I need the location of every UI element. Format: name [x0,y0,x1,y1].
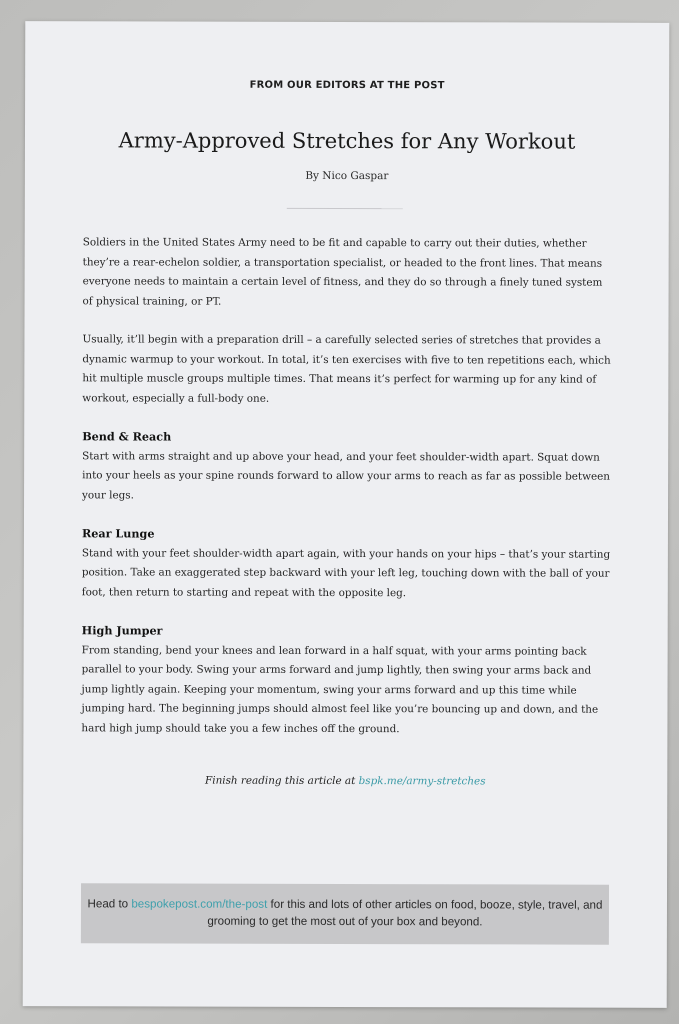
section-high-jumper [81,621,611,739]
section-bend-reach [82,427,612,506]
the-post-link[interactable]: bespokepost.com/the-post [131,897,268,911]
article-title: Army-Approved Stretches for Any Workout [118,128,576,154]
printed-card [23,21,670,1008]
divider-rule [287,208,403,209]
section-text: From standing, bend your knees and lean forward in a half squat, with your arms pointing back parallel to your body. Swing your arms forward and jump lightly, then swing your arms back and jump lightly again. Keeping your momentum, swing your arms forward and up this time while jumping hard. The beginning jumps should almost feel like you’re bouncing up and down, and the hard high jump should take you a few inches off the ground. [81,643,599,735]
section-heading: High Jumper [81,623,163,638]
section-rear-lunge [82,524,612,603]
intro-paragraph-1: Soldiers in the United States Army need to be fit and capable to carry out their duties, whether they’re a rear-echelon soldier, a transportation specialist, or headed to the front lines. That means everyone needs to maintain a certain level of fitness, and they do so through a finely tuned system of physical training, or PT. [82,236,603,308]
section-text: Stand with your feet shoulder-width apart again, with your hands on your hips – that’s your starting position. Take an exaggerated step backward with your left leg, touching down with the ball of your foot, then return to starting and repeat with the opposite leg. [81,546,611,599]
section-heading: Rear Lunge [81,526,155,541]
article-body [81,233,612,758]
finish-reading-line [23,774,667,788]
eyebrow-label: FROM OUR EDITORS AT THE POST [249,79,445,92]
article-link[interactable]: bspk.me/army-stretches [358,775,486,788]
footer-banner [81,883,609,944]
banner-prefix: Head to [87,897,132,911]
finish-prefix: Finish reading this article at [205,774,359,788]
intro-paragraph-2: Usually, it’ll begin with a preparation drill – a carefully selected series of stretches that provides a dynamic warmup to your workout. In total, it’s ten exercises with five to ten repetitions each, which hit multiple muscle groups multiple times. That means it’s perfect for warming up for any kind of workout, especially a full-body one. [82,333,611,405]
byline: By Nico Gaspar [305,169,389,183]
banner-suffix: for this and lots of other articles on food, booze, style, travel, and grooming to get the most out of your box and beyond. [207,897,603,929]
section-text: Start with arms straight and up above your head, and your feet shoulder-width apart. Squat down into your heels as your spine rounds forward to allow your arms to reach as far as possible between your legs. [82,449,611,501]
section-heading: Bend & Reach [82,429,172,444]
